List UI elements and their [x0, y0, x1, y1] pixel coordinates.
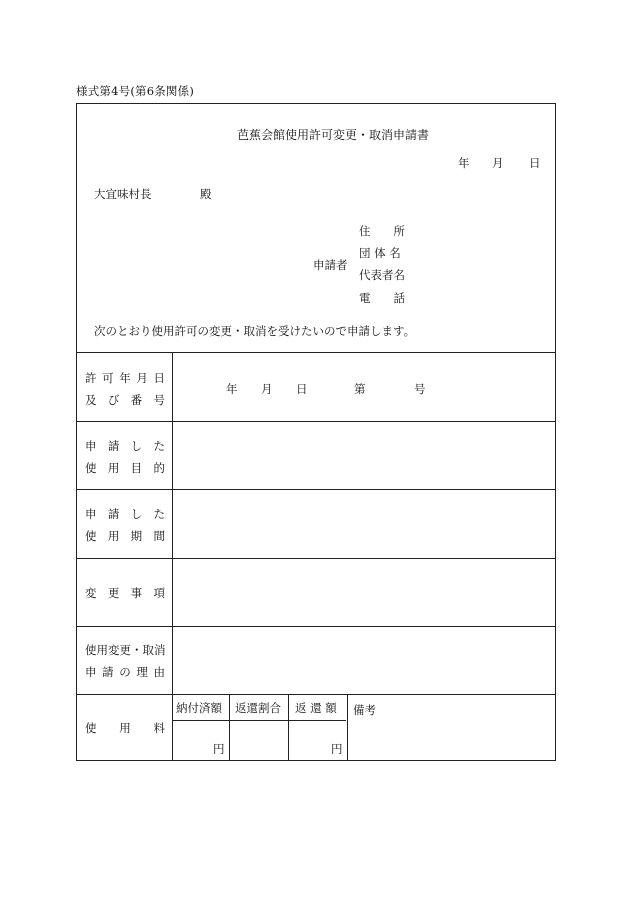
fee-header-divider: [172, 720, 346, 721]
row-divider: [77, 489, 555, 490]
applicant-label: 申請者: [313, 258, 348, 272]
permit-number-suffix: 号: [414, 382, 426, 396]
label-column-divider: [172, 352, 173, 760]
permit-label-line2: 及 び 番 号: [85, 393, 165, 407]
permit-day-label: 日: [296, 382, 308, 396]
fee-column-divider: [288, 694, 289, 760]
purpose-label-line2: 使 用 目 的: [85, 461, 165, 475]
row-divider: [77, 694, 555, 695]
fee-paid-header: 納付済額: [176, 701, 222, 715]
fee-ratio-header: 返還割合: [235, 701, 281, 715]
change-label: 変 更 事 項: [85, 586, 165, 600]
permit-year-label: 年: [226, 382, 238, 396]
form-title: 芭蕉会館使用許可変更・取消申請書: [237, 128, 430, 142]
permit-month-label: 月: [261, 382, 273, 396]
reason-label-line1: 使用変更・取消: [85, 643, 166, 657]
fee-refund-header: 返 還 額: [295, 701, 337, 715]
row-divider: [77, 558, 555, 559]
row-divider: [77, 421, 555, 422]
form-number: 様式第4号(第6条関係): [76, 84, 195, 98]
period-label-line1: 申 請 し た: [85, 507, 165, 521]
purpose-label-line1: 申 請 し た: [85, 439, 165, 453]
application-form: [76, 103, 556, 761]
date-month-label: 月: [492, 156, 504, 170]
fee-column-divider: [347, 694, 348, 760]
date-year-label: 年: [458, 156, 470, 170]
row-divider: [77, 352, 555, 353]
fee-refund-unit: 円: [331, 742, 343, 756]
applicant-group-label: 団 体 名: [359, 246, 401, 260]
fee-label: 使 用 料: [85, 721, 165, 735]
date-day-label: 日: [529, 156, 541, 170]
application-statement: 次のとおり使用許可の変更・取消を受けたいので申請します。: [94, 324, 416, 338]
fee-remarks-header: 備考: [353, 703, 376, 717]
period-label-line2: 使 用 期 間: [85, 529, 165, 543]
applicant-phone-label: 電 話: [359, 291, 405, 305]
row-divider: [77, 626, 555, 627]
fee-column-divider: [229, 694, 230, 760]
reason-label-line2: 申 請 の 理 由: [85, 665, 165, 679]
fee-paid-unit: 円: [213, 742, 225, 756]
addressee-name: 大宜味村長: [94, 187, 152, 201]
applicant-representative-label: 代表者名: [359, 268, 405, 282]
addressee-honorific: 殿: [200, 187, 212, 201]
applicant-address-label: 住 所: [359, 224, 405, 238]
permit-label-line1: 許 可 年 月 日: [85, 371, 165, 385]
permit-number-prefix: 第: [354, 382, 366, 396]
